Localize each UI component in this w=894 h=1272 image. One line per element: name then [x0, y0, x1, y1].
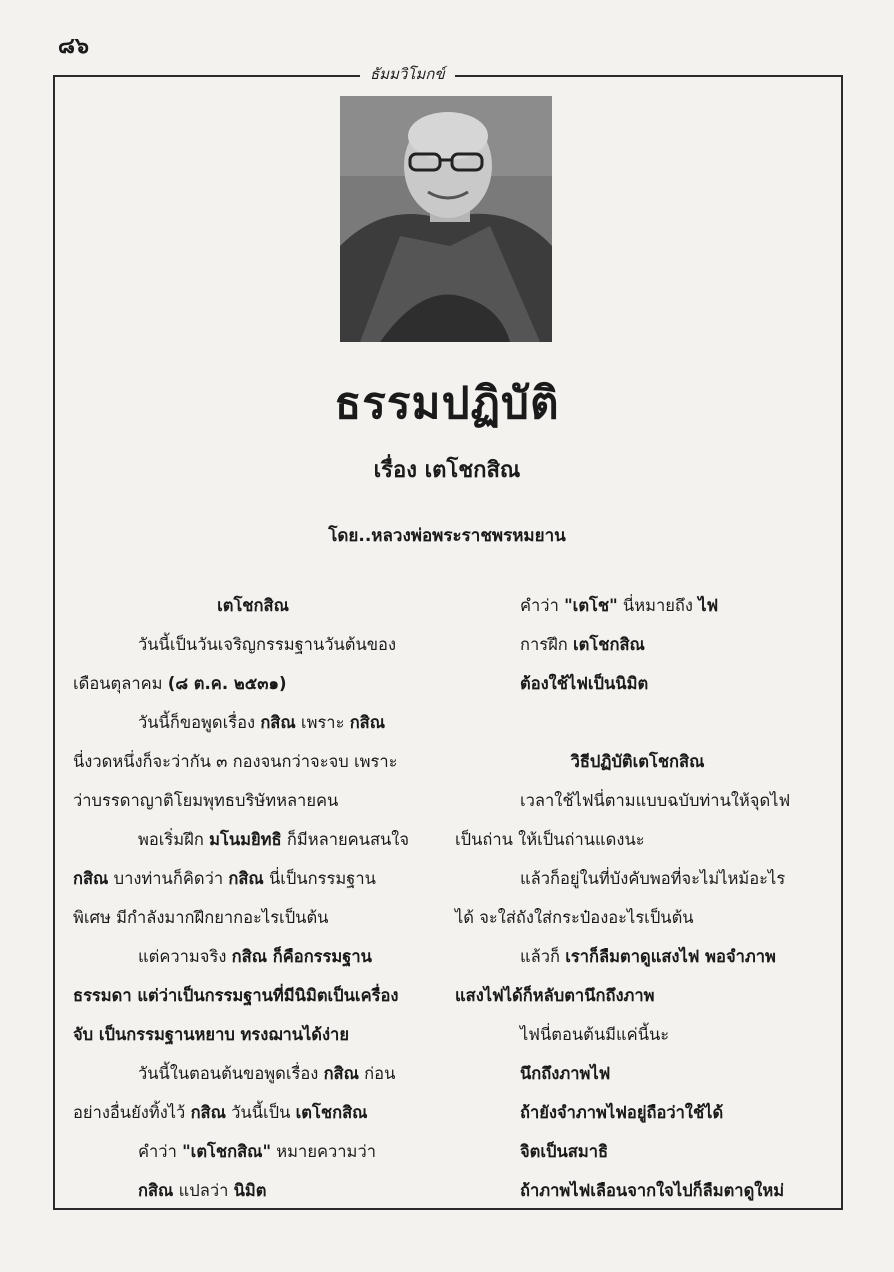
spacer — [455, 703, 820, 742]
paragraph-line: คำว่า "เตโช" นี่หมายถึง ไฟ — [520, 596, 719, 615]
paragraph-line: ว่าบรรดาญาติโยมพุทธบริษัทหลายคน — [73, 791, 339, 810]
paragraph-line: พิเศษ มีกำลังมากฝึกยากอะไรเป็นต้น — [73, 908, 329, 927]
paragraph-line: ต้องใช้ไฟเป็นนิมิต — [520, 674, 649, 693]
paragraph-line: ถ้าภาพไฟเลือนจากใจไปก็ลืมตาดูใหม่ — [520, 1181, 785, 1200]
page-number: ๘๖ — [58, 34, 89, 59]
paragraph-line: ถ้ายังจำภาพไฟอยู่ถือว่าใช้ได้ — [520, 1103, 724, 1122]
paragraph-line: นี่งวดหนึ่งก็จะว่ากัน ๓ กองจนกว่าจะจบ เพราะ — [73, 752, 398, 771]
paragraph-line: แล้วก็อยู่ในที่บังคับพอที่จะไม่ไหม้อะไร — [520, 869, 786, 888]
paragraph-line: คำว่า "เตโชกสิณ" หมายความว่า — [138, 1142, 376, 1161]
paragraph-line: กสิณ บางท่านก็คิดว่า กสิณ นี่เป็นกรรมฐาน — [73, 869, 376, 888]
running-title: ธัมมวิโมกข์ — [360, 62, 455, 86]
paragraph-line: จิตเป็นสมาธิ — [520, 1142, 609, 1161]
paragraph-line: นึกถึงภาพไฟ — [520, 1064, 611, 1083]
paragraph-line: เดือนตุลาคม (๘ ต.ค. ๒๕๓๑) — [73, 674, 287, 693]
paragraph-line: แล้วก็ เราก็ลืมตาดูแสงไฟ พอจำภาพ — [520, 947, 776, 966]
paragraph-line: แต่ความจริง กสิณ ก็คือกรรมฐาน — [138, 947, 372, 966]
paragraph-line: วันนี้ในตอนต้นขอพูดเรื่อง กสิณ ก่อน — [138, 1064, 396, 1083]
author-byline: โดย..หลวงพ่อพระราชพรหมยาน — [328, 526, 566, 546]
paragraph-line: ธรรมดา แต่ว่าเป็นกรรมฐานที่มีนิมิตเป็นเครื่อง — [73, 986, 399, 1005]
paragraph-line: พอเริ่มฝึก มโนมยิทธิ ก็มีหลายคนสนใจ — [138, 830, 410, 849]
paragraph-line: ได้ จะใส่ถังใส่กระป๋องอะไรเป็นต้น — [455, 908, 694, 927]
main-title: ธรรมปฏิบัติ — [334, 378, 560, 429]
paragraph-line: วันนี้ก็ขอพูดเรื่อง กสิณ เพราะ กสิณ — [138, 713, 386, 732]
paragraph-line: แสงไฟได้ก็หลับตานึกถึงภาพ — [455, 986, 655, 1005]
left-column — [73, 586, 433, 1210]
section-heading-practice-method: วิธีปฏิบัติเตโชกสิณ — [570, 752, 705, 771]
paragraph-line: เป็นถ่าน ให้เป็นถ่านแดงนะ — [455, 830, 645, 849]
paragraph-line: จับ เป็นกรรมฐานหยาบ ทรงฌานได้ง่าย — [73, 1025, 349, 1044]
paragraph-line: ไฟนี่ตอนต้นมีแค่นี้นะ — [520, 1025, 670, 1044]
article-subtitle: เรื่อง เตโชกสิณ — [373, 458, 521, 483]
right-column — [455, 586, 820, 1210]
paragraph-line: เวลาใช้ไฟนี่ตามแบบฉบับท่านให้จุดไฟ — [520, 791, 791, 810]
portrait-photo — [340, 96, 552, 342]
paragraph-line: การฝึก เตโชกสิณ — [520, 635, 645, 654]
paragraph-line: กสิณ แปลว่า นิมิต — [138, 1181, 267, 1200]
section-heading-tejo-kasina: เตโชกสิณ — [217, 596, 289, 615]
paragraph-line: วันนี้เป็นวันเจริญกรรมฐานวันต้นของ — [138, 635, 397, 654]
paragraph-line: อย่างอื่นยังทิ้งไว้ กสิณ วันนี้เป็น เตโชกสิณ — [73, 1103, 368, 1122]
